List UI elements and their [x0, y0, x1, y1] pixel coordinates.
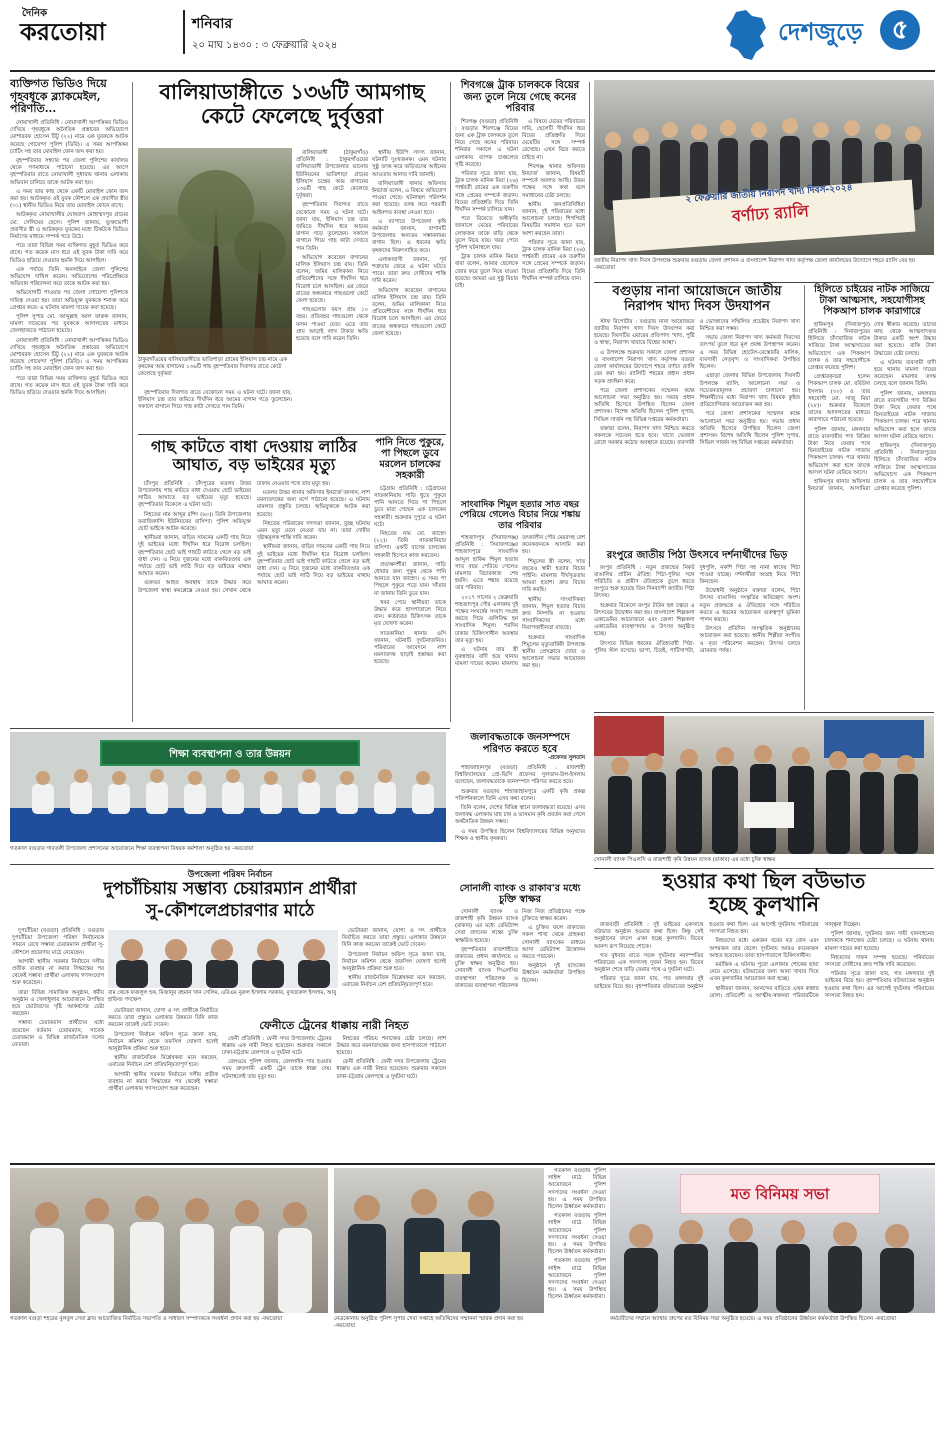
election-kicker: উপজেলা পরিষদ নির্বাচন: [187, 870, 273, 880]
seminar-banner: [100, 740, 360, 766]
sonali-story: [455, 884, 585, 1054]
hilly-story: [808, 285, 936, 710]
brother-headline-1: গাছ কাটতে বাধা দেওয়ায় লাঠির: [151, 437, 357, 456]
election-body-right: ভোটাররা জানান, যোগ্য ও সৎ প্রার্থীকে নির্বাচিত করতে তারা প্রস্তুত। এলাকার উন্নয়নে যিনি কাজ করবেন তাকেই ভোট দেবেন। উপজেলা নির্বাচন অফিস সূত্রে জানা যায়, নির্বাচন কমিশন থেকে তফসিল ঘোষণা হলেই আনুষ্ঠানিক প্রক্রিয়া শুরু হবে। স্থানীয় রাজনৈতিক বিশ্লেষকরা মনে করছেন, এবারের নির্বাচন বেশ প্রতিদ্বন্দ্বিতাপূর্ণ হবে।: [342, 928, 446, 989]
bottom-caption-1: গতকাল বগুড়া শহরের বুলবুল সেবা ক্লাব আয়োজিত নির্বাচিত সভাপতি ও সাধারণ সম্পাদককে সংবর্ধনা প্রদান করা হয় -করতোয়া: [10, 1316, 283, 1322]
seminar-banner-text: শিক্ষা ব্যবস্থাপনা ও তার উন্নয়ন: [169, 749, 291, 760]
pitha-body: রংপুর প্রতিনিধি : নতুন প্রজন্মের নিকট বাঙালির প্রাচীন ঐতিহ্য পিঠা-পুলির সঙ্গে পরিচিতি ও গ্রামীণ ঐতিহ্যকে তুলে ধরতে রংপুরে শুরু হয়েছে তিন দিনব্যাপী জাতীয় পিঠা উৎসব। শুক্রবার বিকেলে রংপুর টাউন হল চত্বরে এ উৎসবের উদ্বোধন করা হয়। বাংলাদেশ শিল্পকলা একাডেমির আয়োজনে এবং জেলা শিল্পকলা একাডেমির ব্যবস্থাপনায় এ উৎসব অনুষ্ঠিত হচ্ছে। উৎসবে বিভিন্ন ধরনের ঐতিহ্যবাহী পিঠা-পুলির স্টল বসেছে। ভাপা, চিতই, পাটিসাপটা, দুধপুলি, নকশি পিঠা সহ নানা স্বাদের পিঠা পাওয়া যাচ্ছে। দর্শনার্থীরা আগ্রহ নিয়ে পিঠা কিনছেন। উদ্বোধনী অনুষ্ঠানে বক্তারা বলেন, পিঠা উৎসব বাঙালির সংস্কৃতির অবিচ্ছেদ্য অংশ। নতুন প্রজন্মকে এ ঐতিহ্যের সঙ্গে পরিচিত করতে এ ধরনের আয়োজন গুরুত্বপূর্ণ ভূমিকা পালন করছে। উৎসবে প্রতিদিন সাংস্কৃতিক অনুষ্ঠানের আয়োজন করা হয়েছে। স্থানীয় শিল্পীরা সংগীত ও নৃত্য পরিবেশন করছেন। উৎসব চলবে রোববার পর্যন্ত।: [594, 564, 800, 654]
section-title: দেশজুড়ে: [778, 17, 863, 46]
candidates-caption: বাম থেকে ফজলুল হক, মিজানুর রহমান খান সেলিম, এবিএম নুরুল ইসলাম সরকার, মুখতারুল ইসলাম, আবু হাফিজ পদক্ষেপ: [108, 990, 337, 1003]
bottom-photo-1: [10, 1168, 328, 1313]
wedding-headline-2: হচ্ছে কুলখানি: [709, 892, 819, 916]
election-headline-2: সু-কৌশলেপ্রচারণার মাঠে: [145, 901, 315, 921]
election-body-left: দুপচাঁচিয়া (বগুড়া) প্রতিনিধি : বগুড়ার দুপচাঁচিয়া উপজেলা পরিষদ নির্বাচনকে সামনে রেখে সম্ভাব্য চেয়ারম্যান প্রার্থীরা সু-কৌশলে প্রচারণায় মাঠে নেমেছেন। আগামী স্থানীয় সরকার নির্বাচনে দলীয় প্রতীক ব্যবহার না করার সিদ্ধান্তের পর থেকেই সম্ভাব্য প্রার্থীরা এলাকায় গণসংযোগ শুরু করেছেন। তারা বিভিন্ন সামাজিক অনুষ্ঠান, ধর্মীয় অনুষ্ঠান ও খেলাধুলার আয়োজনে উপস্থিত হয়ে ভোটারদের দৃষ্টি আকর্ষণের চেষ্টা করছেন। সম্ভাব্য চেয়ারম্যান প্রার্থীদের মধ্যে রয়েছেন বর্তমান চেয়ারম্যান, সাবেক চেয়ারম্যান ও বিভিন্ন রাজনৈতিক দলের নেতারা।: [12, 928, 104, 1049]
sonali-signing-photo: [594, 716, 934, 854]
brother-body: চাঁদপুর প্রতিনিধি : চাঁদপুরের মতলব উত্তর উপজেলায় গাছ কাটতে বাধা দেওয়ায় ছোট ভাইয়ের লাঠির আঘাতে বড় ভাইয়ের মৃত্যু হয়েছে। বৃহস্পতিবার বিকেলে এ ঘটনা ঘটে। নিহতের নাম আব্দুর রশিদ (৬০)। তিনি উপজেলার ফরাজিকান্দি ইউনিয়নের বাসিন্দা। পুলিশ অভিযুক্ত ছোট ভাইকে আটক করেছে। স্থানীয়রা জানান, বাড়ির সামনের একটি গাছ নিয়ে দুই ভাইয়ের মধ্যে দীর্ঘদিন ধরে বিরোধ চলছিল। বৃহস্পতিবার ছোট ভাই গাছটি কাটতে গেলে বড় ভাই বাধা দেন। এ নিয়ে দুজনের মধ্যে বাকবিতণ্ডার এক পর্যায়ে ছোট ভাই লাঠি দিয়ে বড় ভাইয়ের মাথায় আঘাত করেন। গুরুতর আহত অবস্থায় তাকে উদ্ধার করে উপজেলা স্বাস্থ্য কমপ্লেক্সে নেওয়া হয়। সেখান থেকে ঢাকায় নেওয়ার পথে তার মৃত্যু হয়। মতলব উত্তর থানার অফিসার ইনচার্জ জানান, লাশ ময়নাতদন্তের জন্য মর্গে পাঠানো হয়েছে। এ ঘটনায় মামলার প্রস্তুতি চলছে। অভিযুক্তকে আটক করা হয়েছে। নিহতের পরিবারের সদস্যরা জানান, তুচ্ছ ঘটনায় এমন মৃত্যু মেনে নেওয়া যায় না। তারা দোষীর দৃষ্টান্তমূলক শাস্তি দাবি করেন। স্থানীয়রা জানান, বাড়ির সামনের একটি গাছ নিয়ে দুই ভাইয়ের মধ্যে দীর্ঘদিন ধরে বিরোধ চলছিল। বৃহস্পতিবার ছোট ভাই গাছটি কাটতে গেলে বড় ভাই বাধা দেন। এ নিয়ে দুজনের মধ্যে বাকবিতণ্ডার এক পর্যায়ে ছোট ভাই লাঠি দিয়ে বড় ভাইয়ের মাথায় আঘাত করেন।: [138, 480, 370, 594]
brother-story: [138, 438, 370, 728]
amber-meeting-banner-text: মত বিনিময় সভা: [730, 1185, 830, 1203]
rally-banner-sub: বর্ণাঢ্য র‍্যালি: [731, 201, 810, 226]
sonali-photo-caption: সোনালী ব্যাংক পিএলসি ও রাজশাহী কৃষি উন্নয়ন ব্যাংক (রাকাব) এর মধ্যে চুক্তি স্বাক্ষর: [594, 857, 776, 863]
bottom-caption-3: কর্মচারীদের সম্মানে অ্যাম্বার গ্রুপের মত বিনিময় সভা অনুষ্ঠিত হয়েছে। এ সময় প্রতিষ্ঠানের ঊর্ধ্বতন কর্মকর্তারা উপস্থিত ছিলেন -করতোয়া: [610, 1316, 896, 1322]
food-day-story: [594, 285, 800, 550]
pitha-headline: রংপুরে জাতীয় পিঠা উৎসবে দর্শনার্থীদের ভিড়: [606, 550, 788, 561]
date-label: ২০ মাঘ ১৪৩০ : ৩ ফেব্রুয়ারি ২০২৪: [192, 40, 338, 51]
rally-caption: জাতীয় নিরাপদ খাদ্য দিবস উপলক্ষে শুক্রবার বগুড়ায় জেলা প্রশাসন ও বাংলাদেশ নিরাপদ খাদ্য কর্তৃপক্ষ জেলা কার্যালয়ের উদ্যোগে শহরে র‍্যালি বের হয় -করতোয়া: [594, 258, 915, 271]
hilly-headline: হিলিতে চাইয়ের নাটক সাজিয়ে টাকা আত্মসাৎ, সহযোগীসহ পিকআপ চালক কারাগারে: [814, 284, 930, 317]
day-label: শনিবার: [192, 16, 233, 32]
bottom-side-text: গতকাল বগুড়ায় পুলিশ লাইন্স মাঠে বিভিন্ন আয়োজনে পুলিশ সদস্যদের সংবর্ধনা দেওয়া হয়। এ সময় উপস্থিত ছিলেন ঊর্ধ্বতন কর্মকর্তারা। গতকাল বগুড়ায় পুলিশ লাইন্স মাঠে বিভিন্ন আয়োজনে পুলিশ সদস্যদের সংবর্ধনা দেওয়া হয়। এ সময় উপস্থিত ছিলেন ঊর্ধ্বতন কর্মকর্তারা। গতকাল বগুড়ায় পুলিশ লাইন্স মাঠে বিভিন্ন আয়োজনে পুলিশ সদস্যদের সংবর্ধনা দেওয়া হয়। এ সময় উপস্থিত ছিলেন ঊর্ধ্বতন কর্মকর্তারা।: [548, 1168, 606, 1301]
col1-story: [10, 78, 128, 723]
main-headline-2: কেটে ফেলেছে দুর্বৃত্তরা: [200, 103, 384, 129]
mango-orchard-photo: [138, 148, 292, 354]
seminar-caption: গতকাল বগুড়ার গাবতলী উপজেলা প্রশাসনের আয়োজনে শিক্ষা ব্যবস্থাপনা বিষয়ক কর্মশালা অনুষ্ঠিত হয় -করতোয়া: [10, 846, 254, 852]
journalist-story: [455, 500, 585, 730]
col1-body: নোয়াখালী প্রতিনিধি : নোয়াখালী আপত্তিকর ভিডিও দেখিয়ে গৃহবধূকে অনৈতিক প্রস্তাবের অভিযোগে মোশাররফ হোসেন টিটু (২২) নামে এক যুবককে আটক করেছে গোয়েন্দা পুলিশ (ডিবি)। এ সময় আপত্তিকর চ্যাটিং সহ তার মোবাইল ফোন জব্দ করা হয়। বৃহস্পতিবার সন্ধ্যার পর জেলা পুলিশের কার্যালয় থেকে গণমাধ্যমে পাঠানো হয়েছে। এর আগে বৃহস্পতিবার রাতে নোয়াখালী সুধারাম থানার এলাকায় অভিযান চালিয়ে তাকে আটক করা হয়। এ সময় তার কাছ থেকে একটি মোবাইল ফোন জব্দ করা হয়। আটককৃত ওই যুবক কৌশলে এক প্রবাসীর স্ত্রীর (৩১) স্থানীয় ভিডিও নিয়ে তার মোবাইল ফোনে রাখে। আটককৃত নোয়াখালীর ঘোষবাগ মোহাম্মদপুর গ্রামের মো. সেলিমের ছেলে। পুলিশ জানায়, ভুক্তভোগী প্রবাসীর স্ত্রী ও আটককৃত যুবকের মধ্যে টিকটকে ভিডিও নির্মাণের মাধ্যমে সম্পর্ক গড়ে উঠে। পরে তারা বিভিন্ন সময় ব্যক্তিগত মুহূর্ত ভিডিও করে রাখে। গত কয়েক মাস ধরে ওই যুবক টাকা দাবি করে ভিডিও ছড়িয়ে দেওয়ার হুমকি দিয়ে আসছিল। এক পর্যায়ে তিনি অনলাইনে জেলা পুলিশের অভিযোগ দাখিল করেন। অভিযোগের পরিপ্রেক্ষিতে অভিযান পরিচালনা করে তাকে আটক করা হয়। অভিযোগটি পাওয়ার পর জেলা গোয়েন্দা পুলিশকে দায়িত্ব দেওয়া হয়। তারা অভিযুক্ত যুবককে শনাক্ত করে গ্রেপ্তার করে। এ ঘটনায় মামলা দায়ের করা হয়েছে। পুলিশ সুপার মো. আব্দুল্লাহ আল ফারুক জানান, মামলা দায়েরের পর যুবককে আদালতের মাধ্যমে জেলহাজতে পাঠানো হয়েছে। নোয়াখালী প্রতিনিধি : নোয়াখালী আপত্তিকর ভিডিও দেখিয়ে গৃহবধূকে অনৈতিক প্রস্তাবের অভিযোগে মোশাররফ হোসেন টিটু (২২) নামে এক যুবককে আটক করেছে গোয়েন্দা পুলিশ (ডিবি)। এ সময় আপত্তিকর চ্যাটিং সহ তার মোবাইল ফোন জব্দ করা হয়। পরে তারা বিভিন্ন সময় ব্যক্তিগত মুহূর্ত ভিডিও করে রাখে। গত কয়েক মাস ধরে ওই যুবক টাকা দাবি করে ভিডিও ছড়িয়ে দেওয়ার হুমকি দিয়ে আসছিল।: [10, 119, 128, 397]
sonali-headline: সোনালী ব্যাংক ও রাকাব'র মধ্যে চুক্তি স্বাক্ষর: [459, 883, 581, 905]
bottom-caption-2: নেত্রকোনায় অনুষ্ঠিত পুলিশ সুপার সেবা সপ্তাহে অতিথিদের সম্মাননা স্মারক প্রদান করা হয় -করতোয়া: [334, 1316, 524, 1329]
wedding-headline-1: হওয়ার কথা ছিল বউভাত: [662, 869, 866, 893]
masthead: [0, 0, 945, 78]
truck-body: শিবগঞ্জ (বগুড়া) প্রতিনিধি : বগুড়ার শিবগঞ্জে বিয়ের জন্য এক ট্রাক চালককে তুলে নিয়ে গেছে কনের পরিবার। শনিবার সকালে এ ঘটনা এলাকায় ব্যাপক চাঞ্চল্যের সৃষ্টি করেছে। পরিবার সূত্রে জানা যায়, ট্রাক চালক মানিক মিয়া (২৬) পার্শ্ববর্তী গ্রামের এক তরুণীর সঙ্গে প্রেমের সম্পর্কে জড়ান। বিয়ের প্রতিশ্রুতি দিয়ে তিনি দীর্ঘদিন সম্পর্ক চালিয়ে যান। পরে বিয়েতে অস্বীকৃতি জানালে মেয়ের পরিবারের লোকজন তাকে বাড়ি থেকে তুলে নিয়ে যায়। খবর পেয়ে পুলিশ ঘটনাস্থলে যায়। ট্রাক চালক মানিক মিয়ার বাবা বলেন, আমার ছেলেকে জোর করে তুলে নিয়ে যাওয়া হয়েছে। আমরা এর সুষ্ঠু বিচার চাই। এ বিষয়ে মেয়ের পরিবারের দাবি, ছেলেটি দীর্ঘদিন ধরে বিয়ের প্রতিশ্রুতি দিয়ে মেয়েটির সঙ্গে সম্পর্ক রেখেছে। এখন বিয়ে করতে চাইছে না। শিবগঞ্জ থানার অফিসার ইনচার্জ জানান, বিষয়টি সম্পর্কে অবগত আছি। উভয় পক্ষের সঙ্গে কথা বলে সমাধানের চেষ্টা চলছে। স্থানীয় জনপ্রতিনিধিরা জানান, দুই পরিবারের মধ্যে আলোচনা চলছে। শিগগিরই বিষয়টির সমাধান হবে বলে আশা করছেন তারা। পরিবার সূত্রে জানা যায়, ট্রাক চালক মানিক মিয়া (২৬) পার্শ্ববর্তী গ্রামের এক তরুণীর সঙ্গে প্রেমের সম্পর্কে জড়ান। বিয়ের প্রতিশ্রুতি দিয়ে তিনি দীর্ঘদিন সম্পর্ক চালিয়ে যান।: [455, 118, 585, 289]
drown-headline: পানি নিতে পুকুরে, পা পিছলে ডুবে মরলেন চালকের সহকারী: [375, 437, 445, 481]
hilly-body: হাকিমপুর (দিনাজপুর) প্রতিনিধি : দিনাজপুরের হিলিতে চাঁদাবাজির নাটক সাজিয়ে টাকা আত্মসাতের অভিযোগে এক পিকআপ চালক ও তার সহযোগীকে গ্রেপ্তার করেছে পুলিশ। গ্রেপ্তারকৃতরা হলেন পিকআপ চালক মো. রবিউল ইসলাম (৩০) ও তার সহযোগী মো. সাজু মিয়া (২৮)। শুক্রবার বিকেলে তাদের আদালতের মাধ্যমে কারাগারে পাঠানো হয়েছে। পুলিশ জানায়, মঙ্গলবার রাতে ব্যবসায়ীর পণ্য বিক্রির টাকা নিয়ে ফেরার পথে ছিনতাইয়ের নাটক সাজায় পিকআপ চালক। পরে থানায় অভিযোগ করা হলে তদন্তে আসল ঘটনা বেরিয়ে আসে। হাকিমপুর থানার অফিসার ইনচার্জ জানান, আসামিরা দোষ স্বীকার করেছে। তাদের কাছ থেকে আত্মসাৎকৃত টাকার একটি অংশ উদ্ধার করা হয়েছে। বাকি টাকা উদ্ধারের চেষ্টা চলছে। এ ঘটনায় ব্যবসায়ী বাদী হয়ে থানায় মামলা দায়ের করেছেন। মামলার তদন্ত চলছে বলে জানান তিনি। পুলিশ জানায়, মঙ্গলবার রাতে ব্যবসায়ীর পণ্য বিক্রির টাকা নিয়ে ফেরার পথে ছিনতাইয়ের নাটক সাজায় পিকআপ চালক। পরে থানায় অভিযোগ করা হলে তদন্তে আসল ঘটনা বেরিয়ে আসে। হাকিমপুর (দিনাজপুর) প্রতিনিধি : দিনাজপুরের হিলিতে চাঁদাবাজির নাটক সাজিয়ে টাকা আত্মসাতের অভিযোগে এক পিকআপ চালক ও তার সহযোগীকে গ্রেপ্তার করেছে পুলিশ।: [808, 321, 936, 493]
main-story-col-b: স্থানীয় ইউপি সদস্য জানান, ঘটনাটি দুঃখজনক। এমন ঘটনার সুষ্ঠু তদন্ত করে জড়িতদের আইনের আওতায় আনার দাবি জানাই। বালিয়াডাঙ্গী থানার অফিসার ইনচার্জ বলেন, এ বিষয়ে অভিযোগ পাওয়া গেছে। ঘটনাস্থল পরিদর্শন করা হয়েছে। তদন্ত করে পরবর্তী আইনগত ব্যবস্থা নেওয়া হবে। এ ব্যাপারে উপজেলা কৃষি কর্মকর্তা জানান, বাগানটি উপজেলার অন্যতম সম্ভাবনাময় বাগান ছিল। এ ধরনের ক্ষতি কৃষকদের নিরুৎসাহিত করে। এলাকাবাসী জানান, পূর্ব শত্রুতার জেরে এ ঘটনা ঘটতে পারে। তারা দ্রুত দোষীদের শাস্তি দাবি করেন। অভিযোগ করেছেন বাগানের মালিক ইলিয়াস চন্দ্র রায়। তিনি বলেন, জমির মালিকানা নিয়ে প্রতিবেশীদের সঙ্গে দীর্ঘদিন ধরে বিরোধ চলে আসছিল। এর জেরে রাতের অন্ধকারে গাছগুলো কেটে ফেলা হয়েছে।: [372, 150, 446, 337]
page-number: ৫: [891, 15, 909, 45]
train-headline: ফেনীতে ট্রেনের ধাক্কায় নারী নিহত: [259, 1019, 409, 1032]
amber-meeting-banner: [680, 1174, 880, 1214]
mango-photo-caption: ঠাকুরগাঁওয়ের বালিয়াডাঙ্গীতে ভাতিশাড়া গ্রামের ইলিয়াস চন্দ্র নামে এক কৃষকের আম বাগানের ১৩৬টি গাছ বৃহস্পতিবার দিবাগত রাতে কেটে ফেলেছে দুর্বৃত্তরা: [138, 357, 288, 377]
main-story-bottom: বৃহস্পতিবার দিবাগত রাতে যেকোনো সময় এ ঘটনা ঘটে। জানা যায়, ইলিয়াস চন্দ্র তার জমিতে দীর্ঘদিন ধরে আমের বাগান গড়ে তুলেছেন। সকালে বাগানে গিয়ে গাছ কাটা দেখতে পান তিনি।: [138, 390, 292, 411]
food-day-headline: বগুড়ায় নানা আয়োজনে জাতীয় নিরাপদ খাদ্য দিবস উদযাপন: [612, 284, 782, 314]
sonali-body: সোনালী ব্যাংক ও রাজশাহী কৃষি উন্নয়ন ব্যাংক (রাকাব) এর মধ্যে রেমিট্যান্স সেবা প্রদানের লক্ষ্যে চুক্তি স্বাক্ষরিত হয়েছে। বৃহস্পতিবার রাজশাহীতে রাকাবের প্রধান কার্যালয়ে এ চুক্তি স্বাক্ষর অনুষ্ঠিত হয়। সোনালী ব্যাংক পিএলসির ব্যবস্থাপনা পরিচালক ও রাকাবের ব্যবস্থাপনা পরিচালক নিজ নিজ প্রতিষ্ঠানের পক্ষে চুক্তিতে স্বাক্ষর করেন। এ চুক্তির ফলে রাকাবের সকল শাখা থেকে গ্রাহকরা সোনালী ব্যাংকের মাধ্যমে আসা রেমিট্যান্স উত্তোলন করতে পারবেন। অনুষ্ঠানে দুই ব্যাংকের ঊর্ধ্বতন কর্মকর্তারা উপস্থিত ছিলেন।: [455, 908, 585, 989]
truck-story: [455, 80, 585, 500]
wetland-story: [455, 732, 585, 882]
wetland-body: শাহাজাহানপুর (বগুড়া) প্রতিনিধি : রাজশাহী বিশ্ববিদ্যালয়ের প্রো-ভিসি প্রফেসর সুলতান-উল-ইসলাম বলেছেন, জলাবদ্ধতাকে জনসম্পদে পরিণত করতে হবে। শুক্রবার বগুড়ার শাহাজাহানপুরে একটি কৃষি প্রকল্প পরিদর্শনকালে তিনি এসব কথা বলেন। তিনি বলেন, দেশের বিভিন্ন স্থানে জলাবদ্ধতা রয়েছে। এসব জলাবদ্ধ এলাকায় মাছ চাষ ও ভাসমান কৃষি প্রবর্তন করা গেলে অর্থনৈতিক উন্নয়ন সম্ভব। এ সময় উপস্থিত ছিলেন বিশ্ববিদ্যালয়ের বিভিন্ন অনুষদের শিক্ষক ও স্থানীয় কৃষকরা।: [455, 765, 585, 842]
brother-headline-2: আঘাত, বড় ভাইয়ের মৃত্যু: [172, 455, 336, 475]
election-headline-1: দুপচাঁচিয়ায় সম্ভাব্য চেয়ারম্যান প্রার্থীরা: [103, 879, 357, 899]
col1-headline: ব্যক্তিগত ভিডিও দিয়ে গৃহবধূকে ব্ল্যাকমেইল, পরিণতি...: [10, 77, 107, 116]
train-story: [222, 1020, 446, 1160]
page-number-badge: [880, 10, 920, 50]
seminar-photo: [10, 732, 446, 842]
bangladesh-map-icon: [722, 8, 772, 64]
election-body-mid: ভোটাররা জানান, যোগ্য ও সৎ প্রার্থীকে নির্বাচিত করতে তারা প্রস্তুত। এলাকার উন্নয়নে যিনি কাজ করবেন তাকেই ভোট দেবেন। উপজেলা নির্বাচন অফিস সূত্রে জানা যায়, নির্বাচন কমিশন থেকে তফসিল ঘোষণা হলেই আনুষ্ঠানিক প্রক্রিয়া শুরু হবে। স্থানীয় রাজনৈতিক বিশ্লেষকরা মনে করছেন, এবারের নির্বাচন বেশ প্রতিদ্বন্দ্বিতাপূর্ণ হবে। আগামী স্থানীয় সরকার নির্বাচনে দলীয় প্রতীক ব্যবহার না করার সিদ্ধান্তের পর থেকেই সম্ভাব্য প্রার্থীরা এলাকায় গণসংযোগ শুরু করেছেন।: [108, 1008, 218, 1093]
main-headline-1: বালিয়াডাঙ্গীতে ১৩৬টি আমগাছ: [159, 79, 425, 104]
drown-story: [374, 437, 446, 666]
journalist-body: শাহজাদপুর (সিরাজগঞ্জ) প্রতিনিধি : সিরাজগঞ্জের শাহজাদপুরে সাংবাদিক আব্দুল হাকিম শিমুল হত্যার সাত বছর পেরিয়ে গেলেও মামলার বিচারকাজ শেষ হয়নি। এতে শঙ্কায় রয়েছে তার পরিবার। ২০১৭ সালের ২ ফেব্রুয়ারি শাহজাদপুর পৌর এলাকায় দুই পক্ষের সংঘর্ষের সংবাদ সংগ্রহ করতে গিয়ে গুলিবিদ্ধ হন সাংবাদিক শিমুল। পরদিন ঢাকায় চিকিৎসাধীন অবস্থায় তার মৃত্যু হয়। এ ঘটনায় তার স্ত্রী নুরুন্নাহার বাদী হয়ে থানায় মামলা দায়ের করেন। মামলায় তৎকালীন পৌর মেয়রসহ বেশ কয়েকজনকে আসামি করা হয়। শিমুলের স্ত্রী বলেন, সাত বছরেও স্বামী হত্যার বিচার পাইনি। মামলার দীর্ঘসূত্রতায় আমরা হতাশ। দ্রুত বিচার দাবি করছি। স্থানীয় সাংবাদিকরা জানান, শিমুল হত্যার বিচার দ্রুত নিষ্পত্তি না হওয়ায় সাংবাদিকদের মধ্যে নিরাপত্তাহীনতা বাড়ছে। শুক্রবার সাংবাদিক শিমুলের মৃত্যুবার্ষিকী উপলক্ষে স্থানীয় প্রেসক্লাবে দোয়া ও আলোচনা সভার আয়োজন করা হয়।: [455, 535, 585, 670]
food-day-body: স্টাফ রিপোর্টার : বগুড়ায় নানা আয়োজনে জাতীয় নিরাপদ খাদ্য দিবস উদযাপন করা হয়েছে। দিবসটির এবারের প্রতিপাদ্য 'খাদ্য, পুষ্টি ও স্বাস্থ্য, নিরাপদ খাবারে বিশ্বের আস্থা'। এ উপলক্ষে শুক্রবার সকালে জেলা প্রশাসন ও বাংলাদেশ নিরাপদ খাদ্য কর্তৃপক্ষ বগুড়া জেলা কার্যালয়ের উদ্যোগে শহরে বর্ণাঢ্য র‍্যালি বের করা হয়। র‍্যালিটি শহরের প্রধান প্রধান সড়ক প্রদক্ষিণ করে। পরে জেলা প্রশাসকের সম্মেলন কক্ষে আলোচনা সভা অনুষ্ঠিত হয়। সভায় প্রধান অতিথি হিসেবে উপস্থিত ছিলেন জেলা প্রশাসক। বিশেষ অতিথি ছিলেন পুলিশ সুপার, সিভিল সার্জন সহ বিভিন্ন দপ্তরের কর্মকর্তারা। বক্তারা বলেন, নিরাপদ খাদ্য নিশ্চিত করতে সকলকে সচেতন হতে হবে। খাদ্যে ভেজাল রোধে সরকার কঠোর অবস্থানে রয়েছে। ব্যবসায়ী ও ভোক্তাদের সম্মিলিত প্রচেষ্টায় নিরাপদ খাদ্য নিশ্চিত করা সম্ভব। সভায় জেলা নিরাপদ খাদ্য কর্মকর্তা দিবসের তাৎপর্য তুলে ধরে মূল প্রবন্ধ উপস্থাপন করেন। এ সময় বিভিন্ন হোটেল-রেস্তোরাঁর মালিক, ব্যবসায়ী নেতৃবৃন্দ ও সাংবাদিকরা উপস্থিত ছিলেন। এছাড়া জেলার বিভিন্ন উপজেলায় দিবসটি উপলক্ষে র‍্যালি, আলোচনা সভা ও সচেতনতামূলক প্রচারণা চালানো হয়। শিক্ষার্থীদের মধ্যে নিরাপদ খাদ্য বিষয়ক কুইজ প্রতিযোগিতার আয়োজন করা হয়। পরে জেলা প্রশাসকের সম্মেলন কক্ষে আলোচনা সভা অনুষ্ঠিত হয়। সভায় প্রধান অতিথি হিসেবে উপস্থিত ছিলেন জেলা প্রশাসক। বিশেষ অতিথি ছিলেন পুলিশ সুপার, সিভিল সার্জন সহ বিভিন্ন দপ্তরের কর্মকর্তারা।: [594, 318, 800, 447]
wedding-body: রাজবাড়ী প্রতিনিধি : দুই ভাইয়ের একসাথে বউভাত অনুষ্ঠান হওয়ার কথা ছিল। কিন্তু সেই অনুষ্ঠানের বদলে এখন হচ্ছে কুলখানি। বিয়ের আনন্দ রূপ নিয়েছে শোকে। গত বুধবার রাতে সড়ক দুর্ঘটনায় নবদম্পতির পরিবারের এক সদস্যসহ দুজন নিহত হন। বিয়ের অনুষ্ঠান শেষে বাড়ি ফেরার পথে এ দুর্ঘটনা ঘটে। পরিবার সূত্রে জানা যায়, গত মঙ্গলবার দুই ভাইয়ের বিয়ে হয়। বৃহস্পতিবার বউভাতের অনুষ্ঠান হওয়ার কথা ছিল। এর আগেই দুর্ঘটনায় পরিবারের সদস্যরা নিহত হন। নিহতদের মধ্যে একজন বরের বড় বোন এবং অপরজন তার ছেলে। দুর্ঘটনায় আরও কয়েকজন আহত হয়েছেন। তারা হাসপাতালে চিকিৎসাধীন। মর্মান্তিক এ ঘটনায় পুরো এলাকায় শোকের ছায়া নেমে এসেছে। বউভাতের জন্য আনা খাবার দিয়ে এখন কুলখানির আয়োজন করা হচ্ছে। স্থানীয়রা জানান, আনন্দের বাড়িতে এখন কান্নার রোল। প্রতিবেশী ও আত্মীয়-স্বজনরা পরিবারটিকে সান্ত্বনা দিচ্ছেন। পুলিশ জানায়, দুর্ঘটনার জন্য দায়ী যানবাহনের চালককে শনাক্তের চেষ্টা চলছে। এ ঘটনায় থানায় মামলা দায়ের করা হয়েছে। নিহতদের দাফন সম্পন্ন হয়েছে। পরিবারের সদস্যরা দোষীদের দ্রুত শাস্তি দাবি করেছেন। পরিবার সূত্রে জানা যায়, গত মঙ্গলবার দুই ভাইয়ের বিয়ে হয়। বৃহস্পতিবার বউভাতের অনুষ্ঠান হওয়ার কথা ছিল। এর আগেই দুর্ঘটনায় পরিবারের সদস্যরা নিহত হন।: [594, 922, 934, 999]
bottom-photo-2: [334, 1168, 544, 1313]
wetland-byline: -প্রফেসর সুলতান: [547, 755, 585, 761]
rally-banner-title: ২ ফেব্রুয়ারি জাতীয় নিরাপদ খাদ্য দিবস-২০২৪: [685, 183, 853, 205]
bottom-photo-3: [610, 1168, 935, 1313]
journalist-headline: সাংবাদিক শিমুল হত্যার সাত বছর পেরিয়ে গেলেও বিচার নিয়ে শঙ্কায় তার পরিবার: [459, 500, 581, 531]
brand-small: দৈনিক: [22, 8, 48, 19]
brand-logo: করতোয়া: [20, 17, 106, 46]
wetland-headline: জলাবদ্ধতাকে জনসম্পদে পরিণত করতে হবে: [470, 732, 570, 755]
main-story-col-a: বালিয়াডাঙ্গী (ঠাকুরগাঁও) প্রতিনিধি : ঠাকুরগাঁওয়ের বালিয়াডাঙ্গী উপজেলার ভানোর ইউনিয়নের ভাতিশাড়া গ্রামের ইলিয়াস চন্দ্রের আম বাগানের ১৩৬টি গাছ কেটে ফেলেছে দুর্বৃত্তরা। বৃহস্পতিবার দিবাগত রাতে যেকোনো সময় এ ঘটনা ঘটে। জানা যায়, ইলিয়াস চন্দ্র তার জমিতে দীর্ঘদিন ধরে আমের বাগান গড়ে তুলেছেন। সকালে বাগানে গিয়ে গাছ কাটা দেখতে পান তিনি। অভিযোগ করেছেন বাগানের মালিক ইলিয়াস চন্দ্র রায়। তিনি বলেন, জমির মালিকানা নিয়ে প্রতিবেশীদের সঙ্গে দীর্ঘদিন ধরে বিরোধ চলে আসছিল। এর জেরে রাতের অন্ধকারে গাছগুলো কেটে ফেলা হয়েছে। গাছগুলোর বয়স প্রায় ১০ বছর। প্রতিবছর গাছগুলো থেকে ফলন পাওয়া যেত। এতে তার প্রায় আড়াই লাখ টাকার ক্ষতি হয়েছে বলে দাবি করেন তিনি।: [296, 150, 368, 343]
drown-body: চট্টগ্রাম প্রতিনিধি : চট্টগ্রামের সাতকানিয়ায় গাড়ি ধুতে পুকুরে পানি আনতে গিয়ে পা পিছলে ডুবে মারা গেছেন এক চালকের সহকারী। শুক্রবার দুপুরে এ ঘটনা ঘটে। নিহতের নাম মো. জাহেদ (২২)। তিনি সাতকানিয়ার বাসিন্দা। একটি বাসের চালকের সহকারী হিসেবে কাজ করতেন। প্রত্যক্ষদর্শীরা জানান, গাড়ি ধোয়ার জন্য পুকুর থেকে পানি আনতে যান জাহেদ। এ সময় পা পিছলে পুকুরে পড়ে যান। সাঁতার না জানায় তিনি ডুবে যান। খবর পেয়ে স্থানীয়রা তাকে উদ্ধার করে হাসপাতালে নিয়ে যান। কর্তব্যরত চিকিৎসক তাকে মৃত ঘোষণা করেন। সাতকানিয়া থানার ওসি জানান, ঘটনাটি দুর্ঘটনাজনিত। পরিবারের আবেদনে লাশ ময়নাতদন্ত ছাড়াই হস্তান্তর করা হয়েছে।: [374, 485, 446, 666]
train-body: ফেনী প্রতিনিধি : ফেনী সদর উপজেলায় ট্রেনের ধাক্কায় এক নারী নিহত হয়েছেন। শুক্রবার সকালে ঢাকা-চট্টগ্রাম রেলপথে এ দুর্ঘটনা ঘটে। রেলওয়ে পুলিশ জানায়, রেললাইন পার হওয়ার সময় দ্রুতগামী একটি ট্রেন তাকে ধাক্কা দেয়। ঘটনাস্থলেই তার মৃত্যু হয়। নিহতের পরিচয় শনাক্তের চেষ্টা চলছে। লাশ উদ্ধার করে ময়নাতদন্তের জন্য হাসপাতালে পাঠানো হয়েছে। ফেনী প্রতিনিধি : ফেনী সদর উপজেলায় ট্রেনের ধাক্কায় এক নারী নিহত হয়েছেন। শুক্রবার সকালে ঢাকা-চট্টগ্রাম রেলপথে এ দুর্ঘটনা ঘটে।: [222, 1035, 446, 1080]
wedding-story: [594, 870, 934, 1160]
pitha-story: [594, 550, 800, 710]
truck-headline: শিবগঞ্জে ট্রাক চালককে বিয়ের জন্য তুলে নিয়ে গেছে কনের পরিবার: [460, 80, 580, 114]
candidates-photo: [108, 930, 338, 988]
